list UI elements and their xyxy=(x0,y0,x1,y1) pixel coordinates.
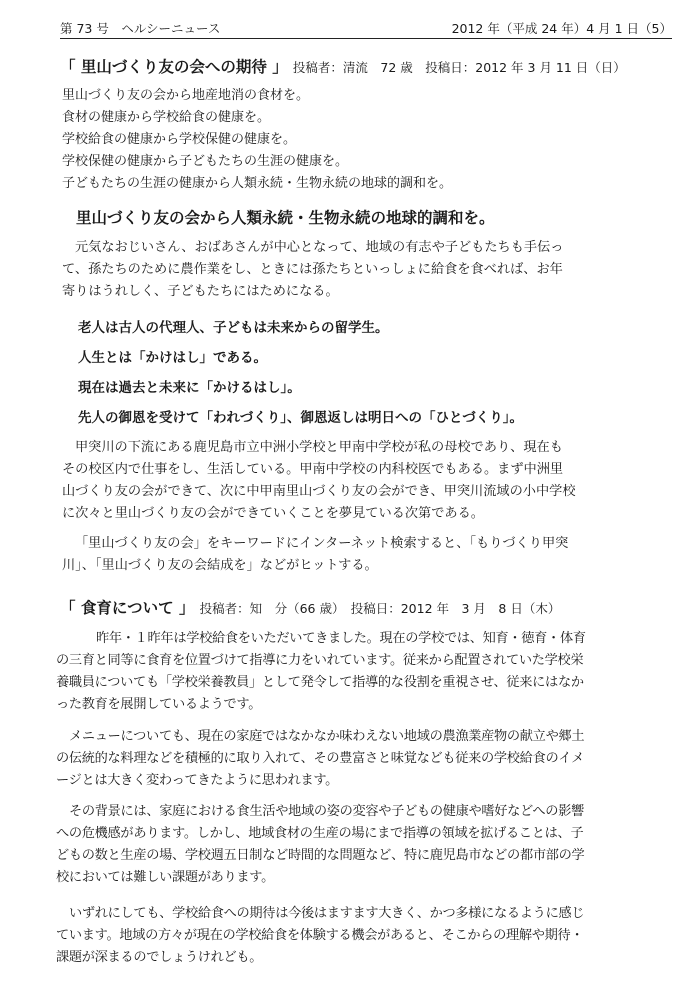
quote-line: 老人は古人の代理人、子どもは未来からの留学生。 xyxy=(78,320,389,336)
issue-date: 2012 年（平成 24 年）4 月 1 日（5） xyxy=(451,21,672,36)
article2-meta: 投稿者：知 分（66 歳） 投稿日：2012 年 3 月 8 日（木） xyxy=(199,601,561,616)
article1-title-row xyxy=(60,55,626,77)
article2-title-row xyxy=(60,596,560,618)
article2-title: 「 食育について 」 xyxy=(60,599,195,617)
article2-paragraph: 昨年・１昨年は学校給食をいただいてきました。現在の学校では、知育・徳育・体育 の三育と同等に食育を位置づけて指導に力をいれています。従来から配置されていた学校栄 養職員についても「学校栄養教員」として発令して指導的な役割を重視させ、従来にはなか った教育を展開しているようです。 xyxy=(56,631,586,712)
poem-line: 食材の健康から学校給食の健康を。 xyxy=(62,110,271,125)
article1-heading: 里山づくり友の会から人類永続・生物永続の地球的調和を。 xyxy=(76,209,495,227)
article1-title: 「 里山づくり友の会への期待 」 xyxy=(60,58,288,76)
article2-paragraph: いずれにしても、学校給食への期待は今後はますます大きく、かつ多様になるように感じ ています。地域の方々が現在の学校給食を体験する機会があると、そこからの理解や期待・ 課題が深まるのでしょうけれども。 xyxy=(56,906,585,965)
article2-paragraph: その背景には、家庭における食生活や地域の姿の変容や子どもの健康や嗜好などへの影響 への危機感があります。しかし、地域食材の生産の場にまで指導の領域を拡げることは、子 どもの数と生産の場、学校週五日制など時間的な問題など、特に鹿児島市などの都市部の学 校においては難しい課題があります。 xyxy=(56,804,585,885)
poem-line: 里山づくり友の会から地産地消の食材を。 xyxy=(62,88,310,103)
article2-paragraph: メニューについても、現在の家庭ではなかなか味わえない地域の農漁業産物の献立や郷土 の伝統的な料理などを積極的に取り入れて、その豊富さと味覚なども従来の学校給食のイメ ージとは大きく変わってきたように思われます。 xyxy=(56,729,585,788)
quote-line: 先人の御恩を受けて「われづくり」、御恩返しは明日への「ひとづくり」。 xyxy=(78,410,523,426)
quote-line: 人生とは「かけはし」である。 xyxy=(78,350,267,366)
article1-paragraph: 甲突川の下流にある鹿児島市立中洲小学校と甲南中学校が私の母校であり、現在も その校区内で仕事をし、生活している。甲南中学校の内科校医でもある。まず中洲里 山づくり友の会ができて、次に中甲南里山づくり友の会ができ、甲突川流域の小中学校 に次々と里山づくり友の会ができていくことを夢見ている次第である。 xyxy=(62,440,576,521)
poem-line: 学校給食の健康から学校保健の健康を。 xyxy=(62,132,297,147)
poem-line: 子どもたちの生涯の健康から人類永続・生物永続の地球的調和を。 xyxy=(62,176,453,191)
page-header xyxy=(60,18,672,39)
article1-paragraph: 元気なおじいさん、おばあさんが中心となって、地域の有志や子どもたちも手伝っ て、孫たちのために農作業をし、ときには孫たちといっしょに給食を食べれば、お年 寄りはうれしく、子どもたちにはためになる。 xyxy=(62,240,564,299)
article1-meta: 投稿者：清流 72 歳 投稿日：2012 年 3 月 11 日（日） xyxy=(292,60,626,75)
article1-paragraph: 「里山づくり友の会」をキーワードにインターネット検索すると、「もりづくり甲突 川」、「里山づくり友の会結成を」などがヒットする。 xyxy=(62,536,569,573)
poem-line: 学校保健の健康から子どもたちの生涯の健康を。 xyxy=(62,154,349,169)
quote-line: 現在は過去と未来に「かけるはし」。 xyxy=(78,380,301,396)
issue-label: 第 73 号 ヘルシーニュース xyxy=(60,21,221,36)
